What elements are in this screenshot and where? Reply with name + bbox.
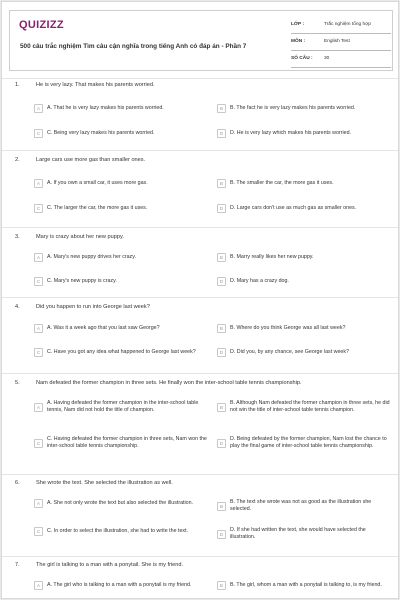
- question-text: He is very lazy. That makes his parents worried.: [36, 82, 155, 88]
- option-d[interactable]: [217, 348, 392, 357]
- option-letter-box: B: [217, 502, 226, 511]
- option-text: A. Having defeated the former champion in the inter-school table tennis, Nam did not hold the title of champion.: [47, 400, 199, 413]
- option-c[interactable]: [34, 348, 209, 357]
- divider: [2, 373, 399, 374]
- option-d[interactable]: [217, 129, 392, 138]
- divider: [2, 474, 399, 475]
- option-text: D. Large cars don't use as much gas as smaller ones.: [230, 205, 357, 211]
- question-number: 1.: [15, 82, 20, 88]
- option-letter-box: B: [217, 324, 226, 333]
- option-a[interactable]: [34, 324, 209, 333]
- option-letter-box: C: [34, 348, 43, 357]
- question-text: Did you happen to run into George last week?: [36, 304, 150, 310]
- option-text: B. The fact he is very lazy makes his parents worried.: [230, 105, 356, 111]
- option-text: C. Being very lazy makes his parents worried.: [47, 130, 155, 136]
- option-c[interactable]: [34, 527, 209, 536]
- option-letter-box: B: [217, 403, 226, 412]
- option-letter-box: C: [34, 129, 43, 138]
- option-letter-box: D: [217, 277, 226, 286]
- option-letter-box: D: [217, 129, 226, 138]
- option-b[interactable]: [217, 179, 392, 188]
- option-c[interactable]: [34, 204, 209, 213]
- option-text: A. She not only wrote the text but also selected the illustration.: [47, 500, 194, 506]
- divider: [2, 556, 399, 557]
- meta-row-count: [291, 53, 391, 68]
- question-number: 3.: [15, 234, 20, 240]
- option-text: C. In order to select the illustration, she had to write the text.: [47, 528, 189, 534]
- divider: [2, 78, 399, 79]
- question-text: She wrote the text. She selected the illustration as well.: [36, 480, 173, 486]
- option-text: B. The girl, whom a man with a ponytail is talking to, is my friend.: [230, 582, 382, 588]
- quizizz-logo: QUIZIZZ: [19, 19, 64, 31]
- option-a[interactable]: [34, 499, 209, 508]
- option-letter-box: D: [217, 204, 226, 213]
- option-text: B. The smaller the car, the more gas it uses.: [230, 180, 334, 186]
- option-text: B. Marry really likes her new puppy.: [230, 254, 314, 260]
- meta-label: MÔN :: [291, 39, 306, 44]
- question-number: 6.: [15, 480, 20, 486]
- option-text: D. If she had written the text, she would have selected the illustration.: [230, 527, 366, 540]
- meta-row-subject: [291, 36, 391, 51]
- divider: [2, 227, 399, 228]
- question-text: Nam defeated the former champion in three sets. He finally won the inter-school table tennis championship.: [36, 380, 302, 386]
- divider: [2, 297, 399, 298]
- option-text: C. The larger the car, the more gas it uses.: [47, 205, 148, 211]
- option-text: C. Have you got any idea what happened to George last week?: [47, 349, 196, 355]
- option-b[interactable]: [217, 581, 392, 590]
- option-d[interactable]: [217, 527, 392, 541]
- meta-value: 30: [324, 56, 330, 61]
- option-letter-box: A: [34, 253, 43, 262]
- option-text: C. Having defeated the former champion in three sets, Nam won the inter-school table tennis championship.: [47, 436, 207, 449]
- option-b[interactable]: [217, 104, 392, 113]
- option-a[interactable]: [34, 581, 209, 590]
- option-letter-box: A: [34, 324, 43, 333]
- question-number: 5.: [15, 380, 20, 386]
- option-letter-box: A: [34, 104, 43, 113]
- question-text: Large cars use more gas than smaller ones.: [36, 157, 146, 163]
- option-d[interactable]: [217, 204, 392, 213]
- option-text: B. Where do you think George was all last week?: [230, 325, 346, 331]
- option-letter-box: B: [217, 253, 226, 262]
- option-letter-box: C: [34, 204, 43, 213]
- option-a[interactable]: [34, 179, 209, 188]
- divider: [2, 150, 399, 151]
- option-text: A. Mary's new puppy drives her crazy.: [47, 254, 136, 260]
- option-text: C. Mary's new puppy is crazy.: [47, 278, 117, 284]
- option-d[interactable]: [217, 277, 392, 286]
- option-letter-box: B: [217, 581, 226, 590]
- question-text: The girl is talking to a man with a ponytail. She is my friend.: [36, 562, 184, 568]
- option-letter-box: C: [34, 527, 43, 536]
- option-text: D. Being defeated by the former champion, Nam lost the chance to play the final game of inter-school table tennis championship.: [230, 436, 387, 449]
- option-letter-box: C: [34, 439, 43, 448]
- option-letter-box: A: [34, 499, 43, 508]
- option-letter-box: D: [217, 348, 226, 357]
- option-letter-box: D: [217, 439, 226, 448]
- worksheet-header: [9, 10, 393, 71]
- question-number: 2.: [15, 157, 20, 163]
- page-title: 500 câu trắc nghiệm Tìm câu cận nghĩa trong tiếng Anh có đáp án - Phần 7: [20, 43, 247, 50]
- option-c[interactable]: [34, 129, 209, 138]
- question-number: 7.: [15, 562, 20, 568]
- option-text: A. If you own a small car, it uses more gas.: [47, 180, 148, 186]
- question-text: Mary is crazy about her new puppy.: [36, 234, 124, 240]
- option-text: B. The text she wrote was not as good as the illustration she selected.: [230, 499, 372, 512]
- meta-value: English Test: [324, 39, 350, 44]
- option-d[interactable]: [217, 436, 392, 450]
- option-letter-box: D: [217, 530, 226, 539]
- option-text: D. Mary has a crazy dog.: [230, 278, 289, 284]
- option-text: A. That he is very lazy makes his parents worried.: [47, 105, 164, 111]
- option-letter-box: A: [34, 581, 43, 590]
- option-letter-box: A: [34, 179, 43, 188]
- meta-value: Trắc nghiệm tổng hợp: [324, 22, 371, 27]
- option-text: D. Did you, by any chance, see George last week?: [230, 349, 349, 355]
- option-text: B. Although Nam defeated the former champion in three sets, he did not win the title of inter-school table tennis champion.: [230, 400, 390, 413]
- option-text: A. Was it a week ago that you last saw George?: [47, 325, 160, 331]
- option-b[interactable]: [217, 253, 392, 262]
- option-c[interactable]: [34, 436, 209, 450]
- option-letter-box: C: [34, 277, 43, 286]
- option-text: D. He is very lazy which makes his parents worried.: [230, 130, 351, 136]
- worksheet-page: [1, 1, 399, 599]
- option-a[interactable]: [34, 253, 209, 262]
- question-number: 4.: [15, 304, 20, 310]
- option-text: A. The girl who is talking to a man with a ponytail is my friend.: [47, 582, 192, 588]
- option-b[interactable]: [217, 400, 392, 414]
- option-a[interactable]: [34, 400, 209, 414]
- meta-label: SỐ CÂU :: [291, 56, 313, 61]
- option-letter-box: B: [217, 179, 226, 188]
- meta-row-class: [291, 19, 391, 34]
- option-b[interactable]: [217, 499, 392, 513]
- option-a[interactable]: [34, 104, 209, 113]
- option-b[interactable]: [217, 324, 392, 333]
- option-letter-box: A: [34, 403, 43, 412]
- option-c[interactable]: [34, 277, 209, 286]
- meta-panel: [291, 19, 391, 68]
- option-letter-box: B: [217, 104, 226, 113]
- meta-label: LỚP :: [291, 22, 305, 27]
